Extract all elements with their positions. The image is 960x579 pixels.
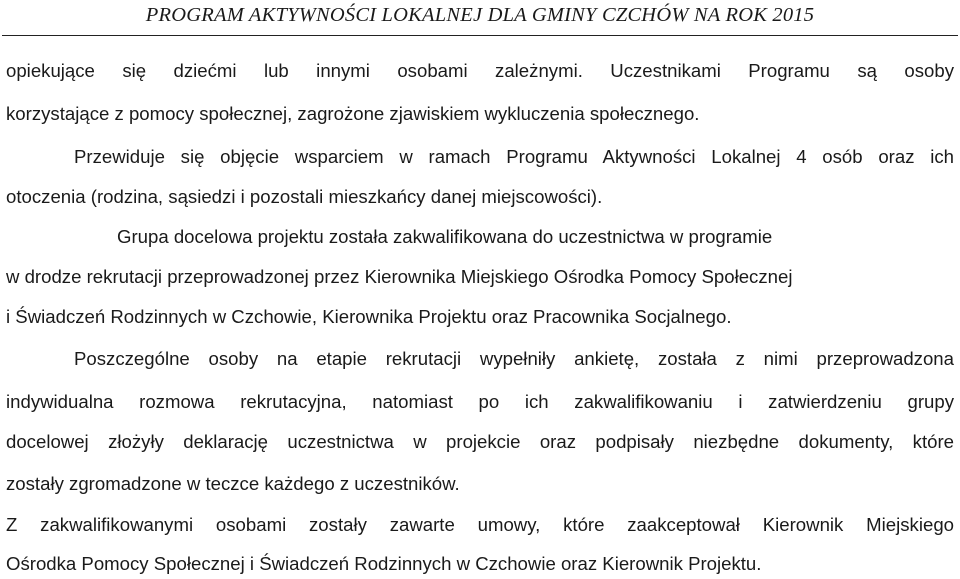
text-line: korzystające z pomocy społecznej, zagrożone zjawiskiem wykluczenia społecznego. — [6, 103, 700, 124]
text-line: w drodze rekrutacji przeprowadzonej przez Kierownika Miejskiego Ośrodka Pomocy Społecznej — [6, 266, 793, 287]
text-line: Ośrodka Pomocy Społecznej i Świadczeń Rodzinnych w Czchowie oraz Kierownik Projektu. — [6, 553, 762, 574]
text-line: docelowej złożyły deklarację uczestnictwa w projekcie oraz podpisały niezbędne dokumenty, które — [6, 431, 954, 452]
text-line: Z zakwalifikowanymi osobami zostały zawarte umowy, które zaakceptował Kierownik Miejskiego — [6, 514, 954, 535]
text-line: Grupa docelowa projektu została zakwalifikowana do uczestnictwa w programie — [117, 226, 773, 247]
page-header-title: PROGRAM AKTYWNOŚCI LOKALNEJ DLA GMINY CZCHÓW NA ROK 2015 — [145, 4, 815, 26]
text-line: otoczenia (rodzina, sąsiedzi i pozostali mieszkańcy danej miejscowości). — [6, 186, 603, 207]
text-line: Przewiduje się objęcie wsparciem w ramach Programu Aktywności Lokalnej 4 osób oraz ich — [74, 146, 954, 167]
text-line: Poszczególne osoby na etapie rekrutacji wypełniły ankietę, została z nimi przeprowadzona — [74, 348, 954, 369]
header-divider — [2, 35, 958, 36]
text-line: indywidualna rozmowa rekrutacyjna, natomiast po ich zakwalifikowaniu i zatwierdzeniu grupy — [6, 391, 954, 412]
text-line: i Świadczeń Rodzinnych w Czchowie, Kierownika Projektu oraz Pracownika Socjalnego. — [6, 306, 732, 327]
text-line: zostały zgromadzone w teczce każdego z uczestników. — [6, 473, 460, 494]
text-line: opiekujące się dziećmi lub innymi osobami zależnymi. Uczestnikami Programu są osoby — [6, 60, 954, 81]
